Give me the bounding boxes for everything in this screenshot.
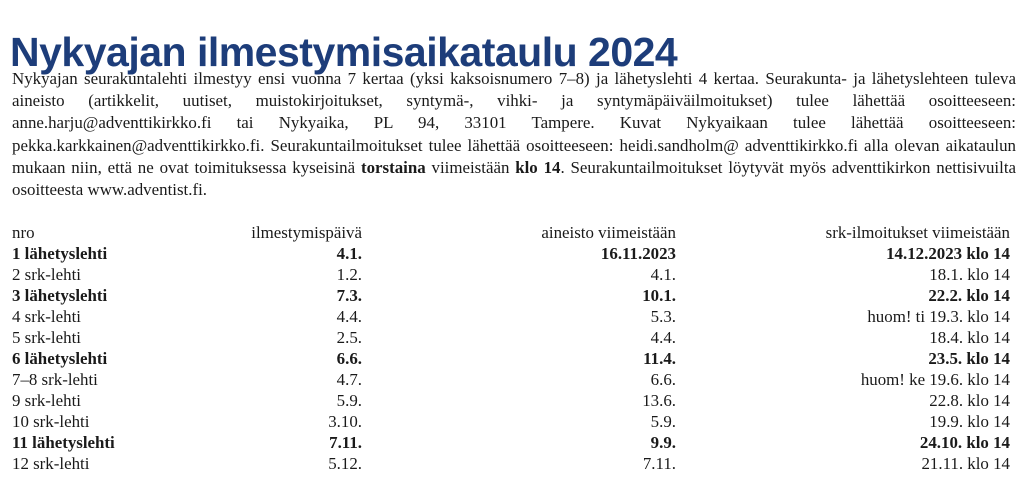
cell-aineisto: 5.3. [650,307,676,326]
cell-nro: 3 lähetyslehti [12,286,108,305]
cell-srk-ilmoitukset: 22.8. klo 14 [929,391,1010,410]
cell-srk-ilmoitukset: 18.1. klo 14 [929,265,1010,284]
cell-ilmestymispaiva: 4.4. [336,307,362,326]
cell-srk-ilmoitukset: 18.4. klo 14 [929,328,1010,347]
cell-srk-ilmoitukset: 21.11. klo 14 [921,454,1010,473]
cell-ilmestymispaiva: 6.6. [336,349,362,368]
cell-ilmestymispaiva: 2.5. [336,328,362,347]
cell-ilmestymispaiva: 5.9. [336,391,362,410]
cell-nro: 5 srk-lehti [12,328,81,347]
table-header-row [12,222,1010,243]
page-title: Nykyajan ilmestymisaikataulu 2024 [10,29,678,76]
cell-srk-ilmoitukset: huom! ti 19.3. klo 14 [867,307,1010,326]
intro-paragraph [12,68,1016,201]
cell-ilmestymispaiva: 4.7. [336,370,362,389]
table-row [12,348,1010,369]
cell-aineisto: 5.9. [650,412,676,431]
cell-srk-ilmoitukset: huom! ke 19.6. klo 14 [860,370,1010,389]
cell-aineisto: 16.11.2023 [600,244,676,263]
cell-srk-ilmoitukset: 14.12.2023 klo 14 [886,244,1010,263]
intro-text-middle: viimeistään [425,157,516,177]
cell-ilmestymispaiva: 4.1. [336,244,362,263]
cell-srk-ilmoitukset: 19.9. klo 14 [929,412,1010,431]
cell-ilmestymispaiva: 7.11. [329,433,362,452]
cell-nro: 12 srk-lehti [12,454,90,473]
cell-nro: 4 srk-lehti [12,307,81,326]
table-row [12,390,1010,411]
cell-aineisto: 10.1. [642,286,676,305]
header-aineisto: aineisto viimeistään [541,223,676,242]
cell-aineisto: 4.4. [650,328,676,347]
cell-aineisto: 9.9. [650,433,676,452]
table-row [12,243,1010,264]
intro-text-before: Nykyajan seurakuntalehti ilmestyy ensi vuonna 7 kertaa (yksi kaksoisnumero 7–8) ja lähetyslehti 4 kertaa. Seurakunta- ja lähetyslehteen tuleva aineisto (artikkelit, uutiset, muistokirjoitukset, syntymä-, vihki- ja syntymäpäiväilmoitukset) tulee lähettää osoitteeseen: anne.harju@adventtikirkko.fi tai Nykyaika, PL 94, 33101 Tampere. Kuvat Nykyaikaan tulee lähettää osoitteeseen: pekka.karkkainen@adventtikirkko.fi. Seurakuntailmoitukset tulee lähettää osoitteeseen: heidi.sandholm@ adventtikirkko.fi alla olevan aikataulun mukaan niin, että ne ovat toimituksessa kyseisinä [12,69,1016,177]
intro-bold-time: klo 14 [515,157,561,177]
cell-ilmestymispaiva: 7.3. [336,286,362,305]
header-srk-ilmoitukset: srk-ilmoitukset viimeistään [825,223,1010,242]
table-row [12,432,1010,453]
cell-aineisto: 6.6. [650,370,676,389]
table-row [12,327,1010,348]
table-row [12,306,1010,327]
cell-ilmestymispaiva: 5.12. [328,454,362,473]
cell-srk-ilmoitukset: 23.5. klo 14 [928,349,1010,368]
cell-srk-ilmoitukset: 22.2. klo 14 [928,286,1010,305]
cell-nro: 10 srk-lehti [12,412,90,431]
cell-ilmestymispaiva: 3.10. [328,412,362,431]
cell-aineisto: 11.4. [643,349,676,368]
table-row [12,453,1010,474]
table-row [12,264,1010,285]
schedule-table [12,222,1010,474]
table-row [12,369,1010,390]
table-row [12,411,1010,432]
cell-srk-ilmoitukset: 24.10. klo 14 [919,433,1010,452]
cell-nro: 1 lähetyslehti [12,244,108,263]
table-row [12,285,1010,306]
table-body [12,243,1010,474]
cell-nro: 11 lähetyslehti [12,433,115,452]
cell-ilmestymispaiva: 1.2. [336,265,362,284]
cell-nro: 2 srk-lehti [12,265,81,284]
cell-aineisto: 7.11. [642,454,676,473]
intro-bold-day: torstaina [360,157,426,177]
cell-aineisto: 4.1. [650,265,676,284]
cell-nro: 9 srk-lehti [12,391,81,410]
intro-text-after: . Seurakuntailmoitukset löytyvät myös adventtikirkon nettisivuilta osoitteesta www.adventist.fi. [12,157,1017,200]
cell-nro: 7–8 srk-lehti [12,370,98,389]
header-ilmestymispaiva: ilmestymispäivä [251,223,362,242]
cell-nro: 6 lähetyslehti [12,349,108,368]
cell-aineisto: 13.6. [642,391,676,410]
header-nro: nro [12,223,35,242]
